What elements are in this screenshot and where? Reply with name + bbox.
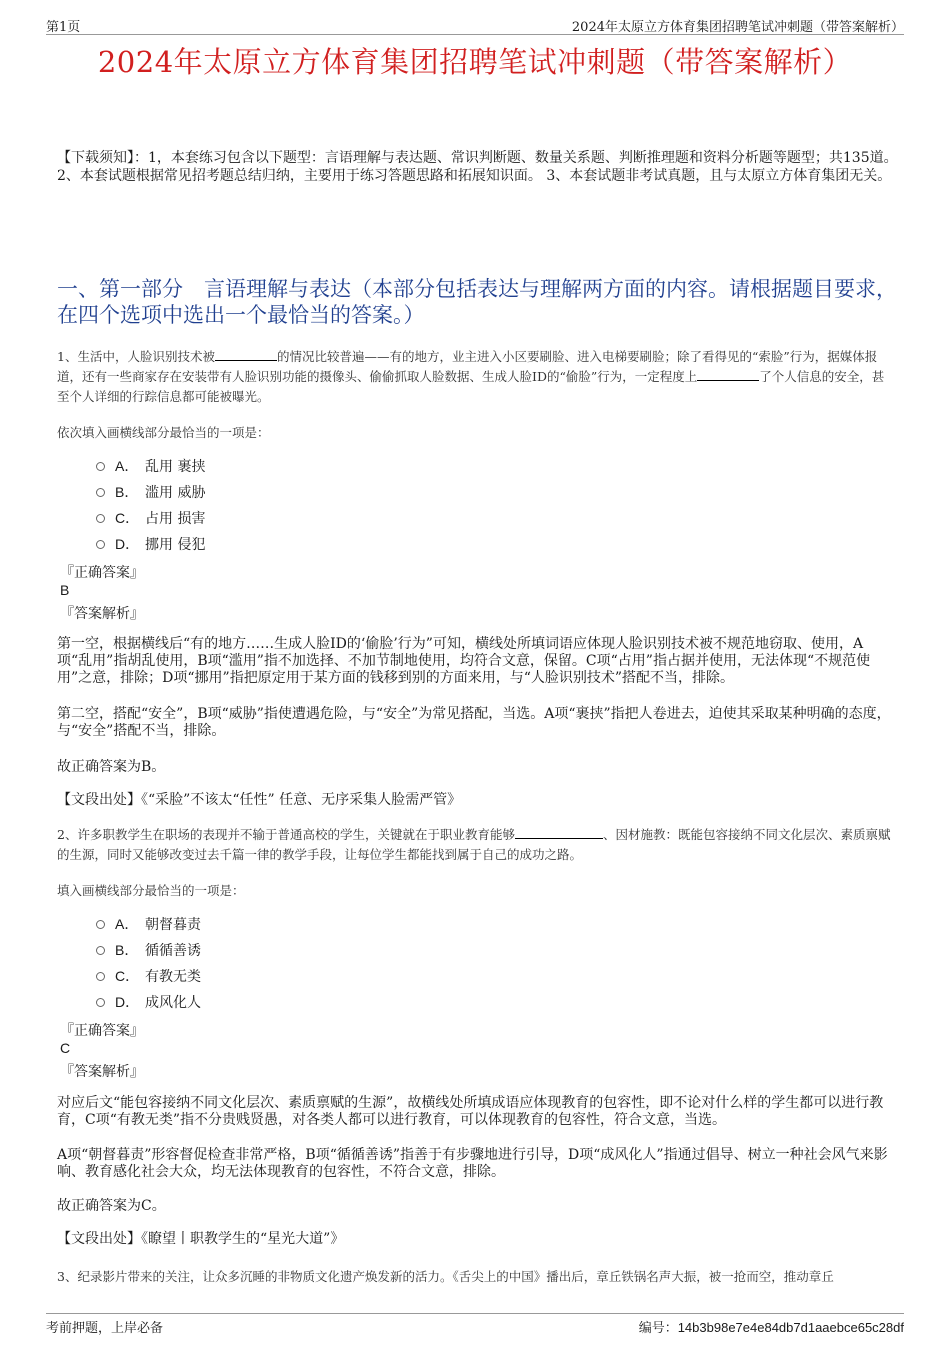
question-3-stem: 3、纪录影片带来的关注，让众多沉睡的非物质文化遗产焕发新的活力。《舌尖上的中国》播出后，章丘铁锅名声大振，被一抢而空，推动章丘 xyxy=(57,1269,834,1284)
download-notice: 【下载须知】：1，本套练习包含以下题型：言语理解与表达题、常识判断题、数量关系题、判断推理题和资料分析题等题型；共135道。 2、本套试题根据常见招考题总结归纳，主要用于练习答题思路和拓展知识面。 3、本套试题非考试真题，且与太原立方体育集团无关。 xyxy=(57,150,898,184)
radio-icon[interactable] xyxy=(96,488,105,497)
analysis-paragraph: 对应后文“能包容接纳不同文化层次、素质禀赋的生源”，故横线处所填成语应体现教育的包容性，即不论对什么样的学生都可以进行教育，C项“有教无类”指不分贵贱贤愚，对各类人都可以进行教育，可以体现教育的包容性，符合文意，当选。 xyxy=(57,1095,884,1128)
section-title: 一、第一部分 言语理解与表达（本部分包括表达与理解两方面的内容。请根据题目要求，在四个选项中选出一个最恰当的答案。） xyxy=(57,277,897,327)
analysis-paragraph: 第一空，根据横线后“有的地方……生成人脸ID的‘偷脸’行为”可知，横线处所填词语应体现人脸识别技术被不规范地窃取、使用，A项“乱用”指胡乱使用，B项“滥用”指不加选择、不加节制地使用，均符合文意，保留。C项“占用”指占据并使用，无法体现“不规范使用”之意，排除；D项“挪用”指把原定用于某方面的钱移到别的方面来用，与“人脸识别技术”搭配不当，排除。 xyxy=(57,636,871,686)
analysis-paragraph: 第二空，搭配“安全”，B项“威胁”指使遭遇危险，与“安全”为常见搭配，当选。A项“裹挟”指把人卷进去，迫使其采取某种明确的态度，与“安全”搭配不当，排除。 xyxy=(57,706,891,739)
footer-slogan: 考前押题，上岸必备 xyxy=(46,1321,164,1336)
radio-icon[interactable] xyxy=(96,946,105,955)
page-number: 第1页 xyxy=(46,20,81,35)
footer-code: 编号：14b3b98e7e4e84db7d1aaebce65c28df xyxy=(638,1320,904,1335)
question-1-stem: 1、生活中，人脸识别技术被 的情况比较普遍——有的地方，业主进入小区要刷脸、进入电梯要刷脸；除了看得见的“索脸”行为，据媒体报道，还有一些商家存在安装带有人脸识别功能的摄像头、偷偷抓取人脸数据、生成人脸ID的“偷脸”行为，一定程度上 了个人信息的安全，甚至个人详细的行踪信息都可能被曝光。 xyxy=(57,349,885,404)
correct-answer-label: 『正确答案』 xyxy=(60,565,144,581)
analysis-label: 『答案解析』 xyxy=(60,606,144,622)
correct-answer-value: C xyxy=(60,1040,71,1056)
correct-answer-label: 『正确答案』 xyxy=(60,1023,144,1039)
radio-icon[interactable] xyxy=(96,462,105,471)
radio-icon[interactable] xyxy=(96,920,105,929)
option-b[interactable]: B． 滥用 威胁 xyxy=(96,479,205,505)
correct-answer-value: B xyxy=(60,582,70,598)
page-footer xyxy=(46,1313,904,1336)
header-doc-title: 2024年太原立方体育集团招聘笔试冲刺题（带答案解析） xyxy=(571,20,904,35)
option-b[interactable]: B． 循循善诱 xyxy=(96,937,201,963)
radio-icon[interactable] xyxy=(96,972,105,981)
option-c[interactable]: C． 占用 损害 xyxy=(96,505,205,531)
question-1-prompt: 依次填入画横线部分最恰当的一项是： xyxy=(57,425,270,440)
radio-icon[interactable] xyxy=(96,540,105,549)
option-d[interactable]: D． 成风化人 xyxy=(96,989,201,1015)
option-a[interactable]: A． 朝督暮责 xyxy=(96,911,201,937)
analysis-paragraph: A项“朝督暮责”形容督促检查非常严格，B项“循循善诱”指善于有步骤地进行引导，D项“成风化人”指通过倡导、树立一种社会风气来影响、教育感化社会大众，均无法体现教育的包容性，不符合文意，排除。 xyxy=(57,1147,888,1180)
radio-icon[interactable] xyxy=(96,514,105,523)
blank-1 xyxy=(515,826,603,839)
radio-icon[interactable] xyxy=(96,998,105,1007)
source-citation: 【文段出处】《“采脸”不该太“任性” 任意、无序采集人脸需严管》 xyxy=(57,792,462,808)
page-header xyxy=(46,14,904,35)
analysis-conclusion: 故正确答案为B。 xyxy=(57,759,166,775)
blank-1 xyxy=(215,348,277,361)
question-2-prompt: 填入画横线部分最恰当的一项是： xyxy=(57,883,245,898)
question-2-options xyxy=(96,911,201,1015)
blank-2 xyxy=(697,368,759,381)
source-citation: 【文段出处】《瞭望丨职教学生的“星光大道”》 xyxy=(57,1231,345,1247)
question-2-stem: 2、许多职教学生在职场的表现并不输于普通高校的学生，关键就在于职业教育能够 、因材施教：既能包容接纳不同文化层次、素质禀赋的生源，同时又能够改变过去千篇一律的教学手段，让每位学生都能找到属于自己的成功之路。 xyxy=(57,827,891,862)
option-a[interactable]: A． 乱用 裹挟 xyxy=(96,453,205,479)
option-c[interactable]: C． 有教无类 xyxy=(96,963,201,989)
question-1-options xyxy=(96,453,205,557)
analysis-label: 『答案解析』 xyxy=(60,1064,144,1080)
document-title: 2024年太原立方体育集团招聘笔试冲刺题（带答案解析） xyxy=(97,45,853,79)
analysis-conclusion: 故正确答案为C。 xyxy=(57,1198,166,1214)
option-d[interactable]: D． 挪用 侵犯 xyxy=(96,531,205,557)
